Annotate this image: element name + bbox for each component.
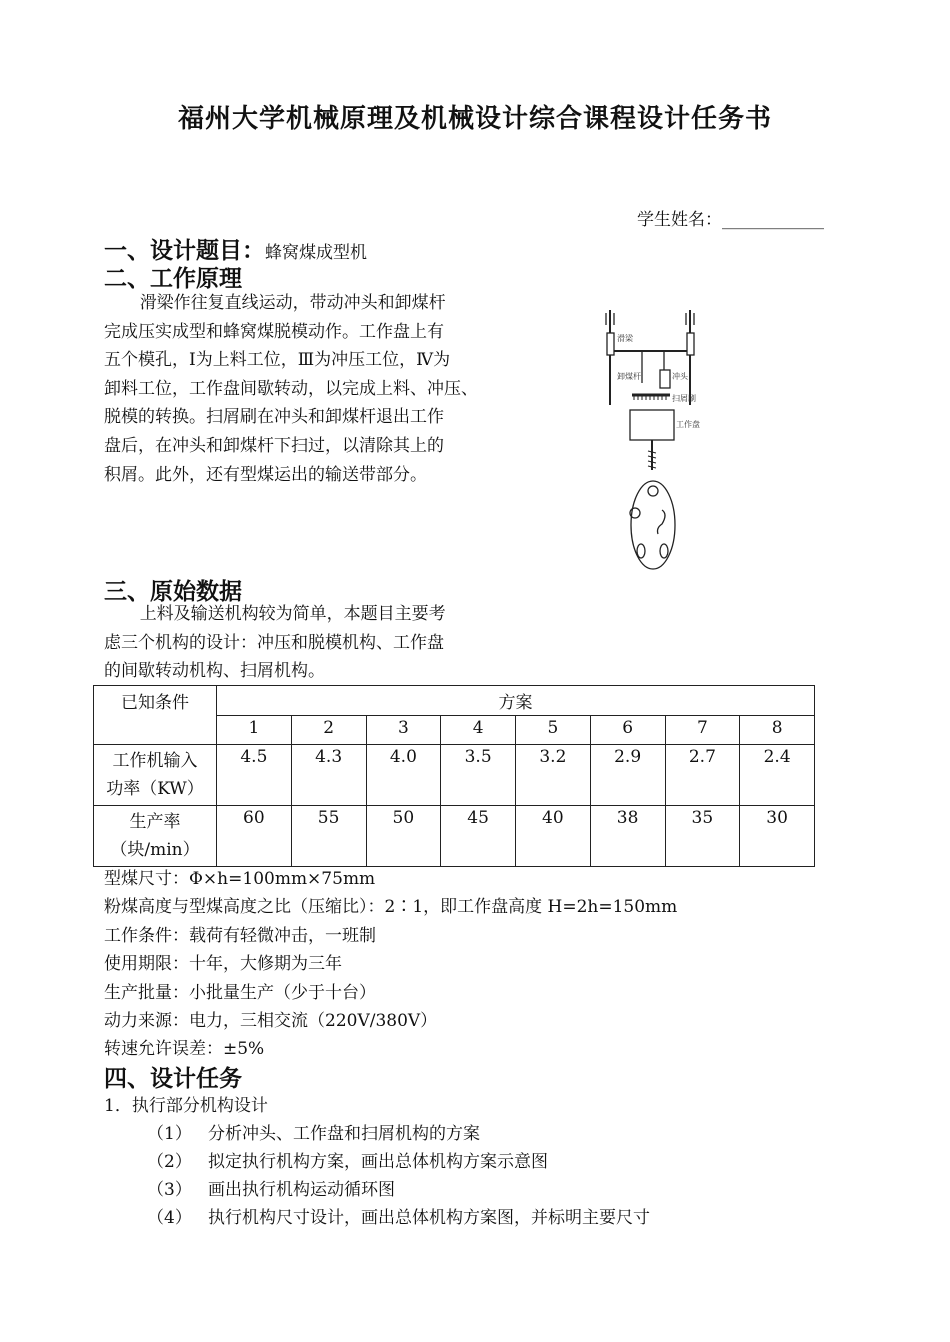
task-item-text: 拟定执行机构方案，画出总体机构方案示意图 — [208, 1152, 548, 1172]
principle-line: 完成压实成型和蜂窝煤脱模动作。工作盘上有 — [104, 321, 444, 342]
scheme-number: 4 — [441, 716, 516, 745]
table-row — [94, 806, 815, 867]
label-ejector: 卸煤杆 — [617, 372, 641, 381]
table-row — [94, 745, 815, 806]
table-cell: 3.2 — [516, 745, 591, 806]
condition-line: 转速允许误差：±5% — [104, 1039, 265, 1059]
section-1-title: 一、设计题目： — [104, 237, 265, 264]
intro-line: 虑三个机构的设计：冲压和脱模机构、工作盘 — [104, 632, 444, 653]
task-item-text: 执行机构尺寸设计，画出总体机构方案图，并标明主要尺寸 — [208, 1208, 650, 1228]
row-label-line: 工作机输入 — [112, 751, 198, 771]
scheme-number: 8 — [740, 716, 815, 745]
condition-line: 使用期限：十年，大修期为三年 — [104, 954, 342, 974]
label-slide: 滑梁 — [617, 334, 633, 343]
principle-line: 盘后，在冲头和卸煤杆下扫过，以清除其上的 — [104, 435, 444, 456]
student-name-line — [637, 205, 824, 230]
row-label — [94, 745, 217, 806]
task-item-text: 画出执行机构运动循环图 — [208, 1180, 395, 1200]
table-cell: 30 — [740, 806, 815, 867]
condition-line: 工作条件：载荷有轻微冲击，一班制 — [104, 926, 376, 946]
condition-line: 粉煤高度与型煤高度之比（压缩比）：2∶1，即工作盘高度 H=2h=150mm — [104, 897, 678, 917]
table-cell: 38 — [590, 806, 665, 867]
scheme-number: 5 — [516, 716, 591, 745]
task-item-number: （4） — [147, 1208, 192, 1228]
table-cell: 2.4 — [740, 745, 815, 806]
intro-line: 的间歇转动机构、扫屑机构。 — [104, 661, 325, 682]
section-3-heading: 三、原始数据 — [104, 578, 242, 605]
row-label-line: 功率（KW） — [106, 779, 204, 799]
table-cell: 40 — [516, 806, 591, 867]
task-item — [147, 1119, 480, 1144]
row-label-line: （块/min） — [110, 840, 200, 860]
table-corner-cell: 已知条件 — [94, 686, 217, 745]
label-punch: 冲头 — [672, 372, 688, 381]
intro-line: 上料及输送机构较为简单，本题目主要考 — [139, 604, 446, 624]
table-cell: 45 — [441, 806, 516, 867]
condition-line: 型煤尺寸：Φ×h=100mm×75mm — [104, 869, 376, 889]
condition-line: 动力来源：电力，三相交流（220V/380V） — [104, 1011, 438, 1031]
task-item-number: （2） — [147, 1152, 192, 1172]
mechanism-diagram — [604, 305, 714, 577]
table-cell: 2.7 — [665, 745, 740, 806]
task-item-text: 分析冲头、工作盘和扫屑机构的方案 — [208, 1124, 480, 1144]
row-label — [94, 806, 217, 867]
task-item — [147, 1175, 395, 1200]
section-4-heading: 四、设计任务 — [104, 1065, 242, 1092]
label-work-disk: 工作盘 — [676, 420, 700, 429]
principle-line: 滑梁作往复直线运动，带动冲头和卸煤杆 — [139, 293, 446, 313]
label-brush: 扫屑刷 — [672, 394, 696, 403]
section-2-heading: 二、工作原理 — [104, 265, 242, 292]
table-cell: 60 — [217, 806, 292, 867]
scheme-number: 6 — [590, 716, 665, 745]
scheme-number: 7 — [665, 716, 740, 745]
scheme-number: 1 — [217, 716, 292, 745]
table-cell: 2.9 — [590, 745, 665, 806]
scheme-number: 2 — [291, 716, 366, 745]
table-cell: 50 — [366, 806, 441, 867]
table-cell: 4.0 — [366, 745, 441, 806]
principle-line: 卸料工位，工作盘间歇转动，以完成上料、冲压、 — [104, 378, 478, 399]
task-item-number: （3） — [147, 1180, 192, 1200]
scheme-header: 方案 — [217, 686, 815, 716]
principle-line: 积屑。此外，还有型煤运出的输送带部分。 — [104, 464, 427, 485]
table-cell: 3.5 — [441, 745, 516, 806]
working-principle-text — [104, 289, 504, 489]
raw-data-intro — [104, 600, 504, 686]
table-cell: 55 — [291, 806, 366, 867]
table-cell: 4.3 — [291, 745, 366, 806]
task-item — [147, 1203, 650, 1228]
principle-line: 脱模的转换。扫屑刷在冲头和卸煤杆退出工作 — [104, 407, 444, 428]
condition-line: 生产批量：小批量生产（少于十台） — [104, 983, 376, 1003]
principle-line: 五个模孔，Ⅰ为上料工位，Ⅲ为冲压工位，Ⅳ为 — [104, 350, 451, 371]
task-item — [147, 1147, 548, 1172]
student-name-label: 学生姓名： — [637, 210, 722, 230]
task-item-number: （1） — [147, 1124, 192, 1144]
page-title: 福州大学机械原理及机械设计综合课程设计任务书 — [177, 104, 772, 134]
parameter-table — [93, 685, 815, 867]
design-topic: 蜂窝煤成型机 — [265, 243, 367, 263]
student-name-blank: ____________ — [722, 210, 824, 230]
table-cell: 35 — [665, 806, 740, 867]
table-cell: 4.5 — [217, 745, 292, 806]
scheme-number: 3 — [366, 716, 441, 745]
task-main: 1．执行部分机构设计 — [104, 1096, 268, 1116]
row-label-line: 生产率 — [129, 812, 181, 832]
